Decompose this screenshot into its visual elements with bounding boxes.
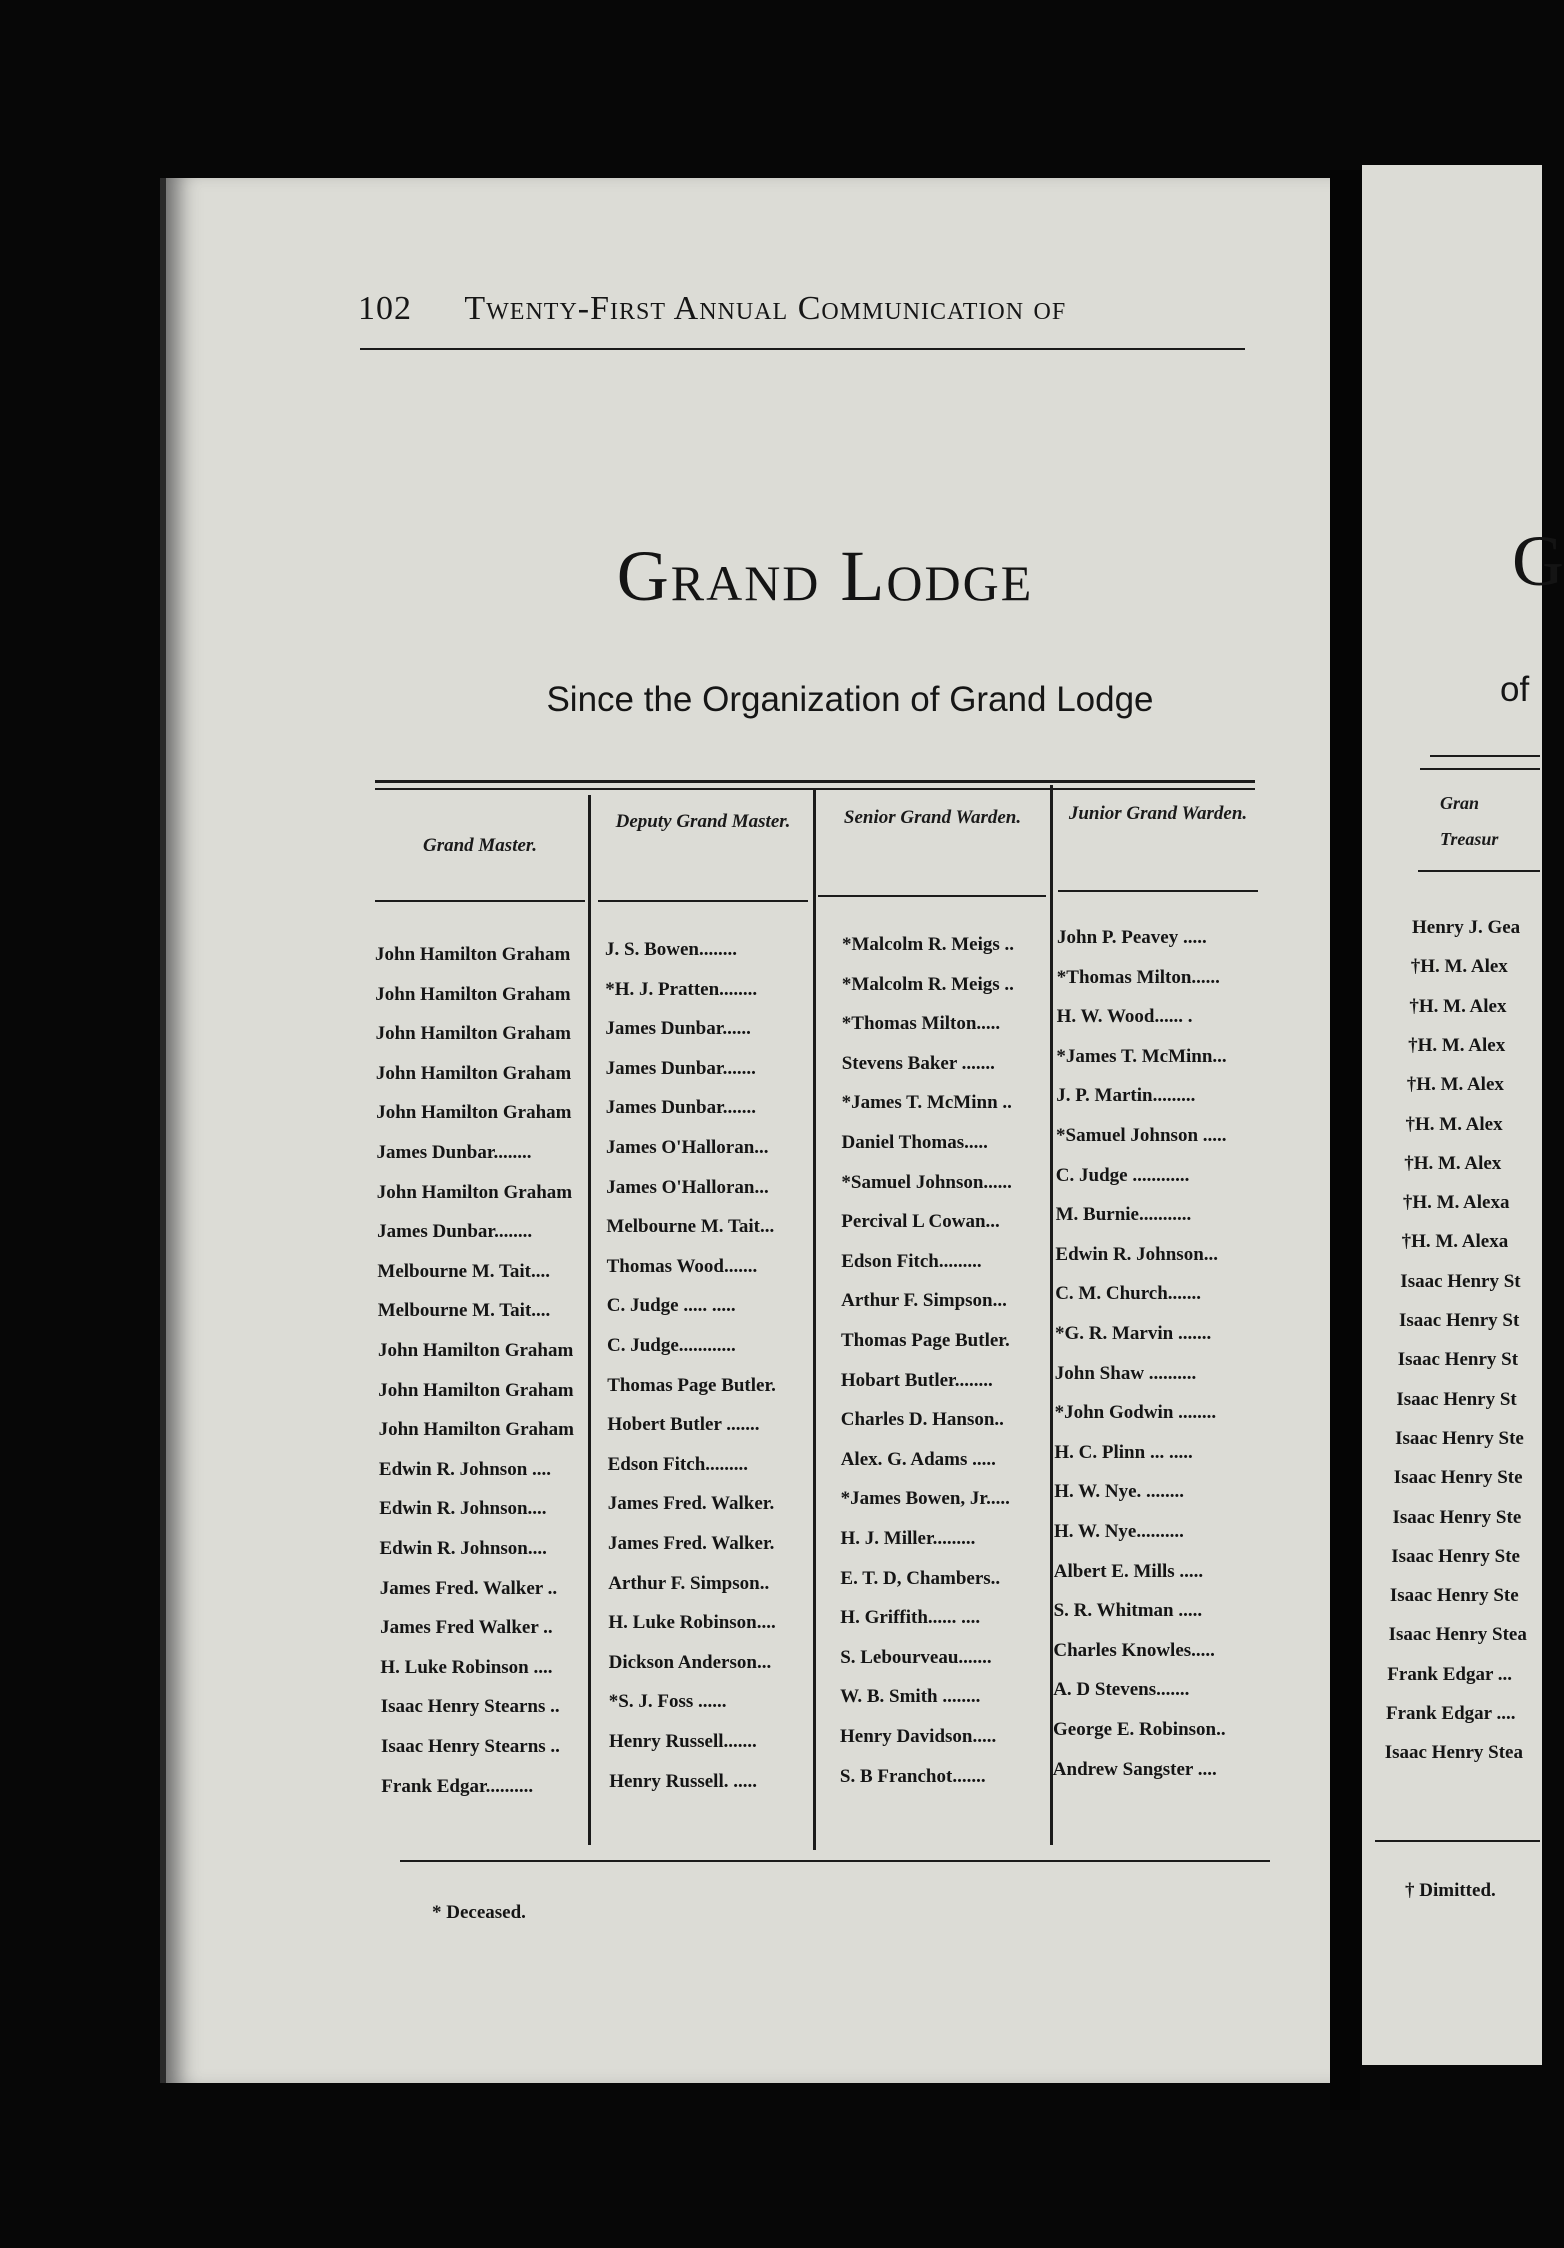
table-cell: H. Luke Robinson....: [608, 1612, 776, 1634]
right-table-cell: Isaac Henry St: [1396, 1388, 1517, 1410]
header-underline-1: [375, 900, 585, 902]
right-page-title-fragment: G: [1512, 521, 1564, 601]
table-cell: H. W. Wood...... .: [1056, 1006, 1193, 1028]
table-cell: C. M. Church.......: [1055, 1283, 1202, 1305]
table-cell: *John Godwin ........: [1054, 1402, 1217, 1424]
right-header-underline: [1418, 870, 1540, 872]
table-cell: Henry Russell. .....: [609, 1770, 757, 1792]
table-bottom-rule: [400, 1860, 1270, 1862]
table-cell: Melbourne M. Tait....: [377, 1260, 550, 1282]
right-table-rule-2: [1420, 768, 1540, 770]
table-cell: James Fred Walker ..: [380, 1617, 553, 1639]
table-cell: John Hamilton Graham: [376, 1181, 573, 1203]
table-cell: Edwin R. Johnson ....: [378, 1458, 552, 1480]
right-table-cell: Isaac Henry Ste: [1389, 1585, 1519, 1607]
table-cell: H. Luke Robinson ....: [380, 1656, 553, 1678]
right-table-cell: Henry J. Gea: [1412, 917, 1521, 938]
table-cell: H. J. Miller.........: [840, 1528, 976, 1549]
table-cell: *James T. McMinn...: [1056, 1045, 1227, 1067]
table-cell: A. D Stevens.......: [1053, 1679, 1190, 1701]
table-cell: Henry Russell.......: [609, 1731, 757, 1752]
table-cell: Henry Davidson.....: [840, 1726, 997, 1747]
table-cell: Isaac Henry Stearns ..: [380, 1696, 560, 1718]
table-cell: Albert E. Mills .....: [1053, 1560, 1204, 1582]
table-cell: Alex. G. Adams .....: [840, 1448, 996, 1470]
right-page-subtitle-fragment: of: [1500, 670, 1530, 709]
header-underline-3: [818, 895, 1046, 897]
table-cell: Thomas Page Butler.: [841, 1330, 1010, 1351]
table-cell: *H. J. Pratten........: [605, 978, 758, 1000]
table-cell: J. P. Martin.........: [1056, 1085, 1196, 1107]
table-cell: John Hamilton Graham: [376, 1102, 572, 1124]
table-cell: James Dunbar......: [605, 1018, 751, 1040]
right-table-cell: †H. M. Alex: [1405, 1113, 1503, 1135]
table-cell: *G. R. Marvin .......: [1055, 1323, 1212, 1344]
table-cell: *Malcolm R. Meigs ..: [841, 973, 1014, 995]
table-cell: W. B. Smith ........: [840, 1686, 981, 1708]
table-cell: Hobart Butler........: [840, 1369, 993, 1391]
table-cell: Melbourne M. Tait....: [377, 1300, 551, 1322]
right-table-cell: †H. M. Alexa: [1401, 1231, 1509, 1253]
column-header-deputy-grand-master: Deputy Grand Master.: [615, 811, 791, 832]
table-cell: *James T. McMinn ..: [841, 1092, 1012, 1114]
book-spine: [1330, 170, 1360, 2110]
footnote-deceased: * Deceased.: [432, 1902, 526, 1923]
table-cell: James O'Halloran...: [606, 1137, 769, 1158]
table-cell: James Fred. Walker.: [607, 1493, 775, 1515]
right-table-cell: Isaac Henry Stea: [1388, 1624, 1527, 1646]
table-cell: Melbourne M. Tait...: [606, 1216, 775, 1238]
table-cell: H. C. Plinn ... .....: [1054, 1441, 1193, 1463]
table-cell: E. T. D, Chambers..: [840, 1567, 1001, 1589]
right-table-cell: Isaac Henry Ste: [1392, 1506, 1522, 1528]
table-cell: C. Judge............: [607, 1335, 736, 1356]
table-cell: James Fred. Walker.: [608, 1533, 775, 1554]
right-table-cell: †H. M. Alex: [1409, 995, 1507, 1017]
right-bottom-rule: [1375, 1840, 1540, 1842]
table-cell: Edwin R. Johnson....: [379, 1498, 547, 1520]
table-cell: John Hamilton Graham: [378, 1379, 574, 1401]
table-cell: S. Lebourveau.......: [840, 1646, 992, 1668]
right-table-cell: Isaac Henry St: [1399, 1310, 1520, 1331]
footnote-dimitted: † Dimitted.: [1405, 1880, 1496, 1901]
table-cell: Edwin R. Johnson....: [379, 1538, 547, 1559]
table-cell: John Hamilton Graham: [375, 983, 571, 1005]
table-cell: James Fred. Walker ..: [379, 1577, 558, 1599]
table-cell: Frank Edgar..........: [381, 1775, 534, 1797]
table-cell: S. B Franchot.......: [839, 1765, 986, 1787]
running-header: [358, 290, 1066, 328]
table-cell: John Hamilton Graham: [375, 944, 571, 965]
table-cell: Edson Fitch.........: [841, 1250, 982, 1272]
header-rule: [360, 348, 1245, 350]
table-cell: Isaac Henry Stearns ..: [381, 1736, 560, 1757]
header-underline-4: [1058, 890, 1258, 892]
table-cell: John Hamilton Graham: [378, 1340, 574, 1361]
page-subtitle: Since the Organization of Grand Lodge: [546, 680, 1154, 719]
header-underline-2: [598, 900, 808, 902]
running-title: Twenty-First Annual Communication of: [464, 290, 1067, 327]
table-cell: Stevens Baker .......: [841, 1052, 995, 1074]
table-top-rule: [375, 780, 1255, 783]
right-table-cell: †H. M. Alex: [1410, 956, 1508, 978]
table-cell: *Thomas Milton.....: [841, 1013, 1001, 1035]
right-table-cell: Isaac Henry Stea: [1384, 1742, 1523, 1764]
table-cell: Edson Fitch.........: [607, 1453, 749, 1475]
table-cell: H. Griffith...... ....: [840, 1607, 981, 1629]
table-cell: C. Judge ..... .....: [606, 1295, 736, 1317]
table-cell: James Dunbar........: [376, 1142, 532, 1163]
table-cell: Edwin R. Johnson...: [1055, 1243, 1219, 1265]
page-title: Grand Lodge: [616, 536, 1034, 616]
table-cell: S. R. Whitman .....: [1053, 1600, 1203, 1622]
table-cell: H. W. Nye. ........: [1054, 1481, 1185, 1503]
column-header-senior-grand-warden: Senior Grand Warden.: [843, 807, 1022, 828]
table-cell: John Hamilton Graham: [375, 1023, 571, 1045]
table-cell: Arthur F. Simpson...: [841, 1290, 1007, 1312]
table-cell: J. S. Bowen........: [605, 939, 737, 960]
table-cell: Thomas Page Butler.: [607, 1374, 776, 1396]
right-column-header: Gran Treasur: [1440, 793, 1499, 849]
column-header-junior-grand-warden: Junior Grand Warden.: [1068, 803, 1248, 824]
table-cell: John P. Peavey .....: [1057, 927, 1207, 948]
table-cell: Percival L Cowan...: [841, 1211, 1000, 1233]
table-cell: John Shaw ..........: [1054, 1362, 1197, 1384]
right-table-cell: Isaac Henry St: [1397, 1349, 1519, 1371]
table-cell: *James Bowen, Jr.....: [840, 1488, 1010, 1510]
right-table-cell: Isaac Henry St: [1400, 1270, 1521, 1292]
table-cell: Hobert Butler .......: [607, 1414, 760, 1436]
table-cell: H. W. Nye..........: [1054, 1521, 1184, 1542]
table-cell: Thomas Wood.......: [606, 1255, 758, 1277]
table-cell: James Dunbar.......: [605, 1097, 757, 1119]
table-cell: Charles D. Hanson..: [840, 1409, 1004, 1431]
right-table-cell: Frank Edgar ....: [1386, 1703, 1516, 1724]
right-table-rule: [1430, 755, 1540, 757]
right-table-cell: Frank Edgar ...: [1387, 1663, 1513, 1685]
table-cell: *Samuel Johnson......: [841, 1171, 1012, 1193]
table-cell: George E. Robinson..: [1053, 1719, 1226, 1740]
page-number: 102: [358, 290, 412, 327]
table-cell: M. Burnie...........: [1055, 1204, 1192, 1226]
table-cell: Arthur F. Simpson..: [608, 1572, 770, 1594]
right-table-cell: †H. M. Alex: [1408, 1034, 1506, 1056]
right-table-cell: Isaac Henry Ste: [1391, 1545, 1520, 1567]
table-cell: Andrew Sangster ....: [1052, 1758, 1217, 1780]
table-cell: *Thomas Milton......: [1056, 966, 1220, 988]
table-cell: James O'Halloran...: [606, 1176, 769, 1198]
right-table-cell: †H. M. Alexa: [1402, 1192, 1510, 1214]
table-cell: Dickson Anderson...: [608, 1651, 772, 1673]
table-cell: James Dunbar.......: [605, 1057, 756, 1079]
right-table-cell: Isaac Henry Ste: [1395, 1427, 1524, 1449]
table-cell: Daniel Thomas.....: [841, 1132, 988, 1153]
table-cell: James Dunbar........: [377, 1221, 533, 1243]
table-cell: *S. J. Foss ......: [608, 1691, 727, 1713]
table-cell: C. Judge ............: [1055, 1164, 1190, 1186]
right-table-cell: †H. M. Alex: [1404, 1152, 1502, 1174]
right-table-cell: †H. M. Alex: [1406, 1074, 1504, 1096]
table-cell: John Hamilton Graham: [378, 1419, 574, 1441]
table-cell: *Samuel Johnson .....: [1056, 1125, 1227, 1146]
right-table-cell: Isaac Henry Ste: [1393, 1467, 1523, 1489]
table-cell: Charles Knowles.....: [1053, 1639, 1215, 1661]
column-header-grand-master: Grand Master.: [422, 835, 538, 856]
table-cell: John Hamilton Graham: [375, 1062, 572, 1084]
table-cell: *Malcolm R. Meigs ..: [842, 934, 1015, 955]
